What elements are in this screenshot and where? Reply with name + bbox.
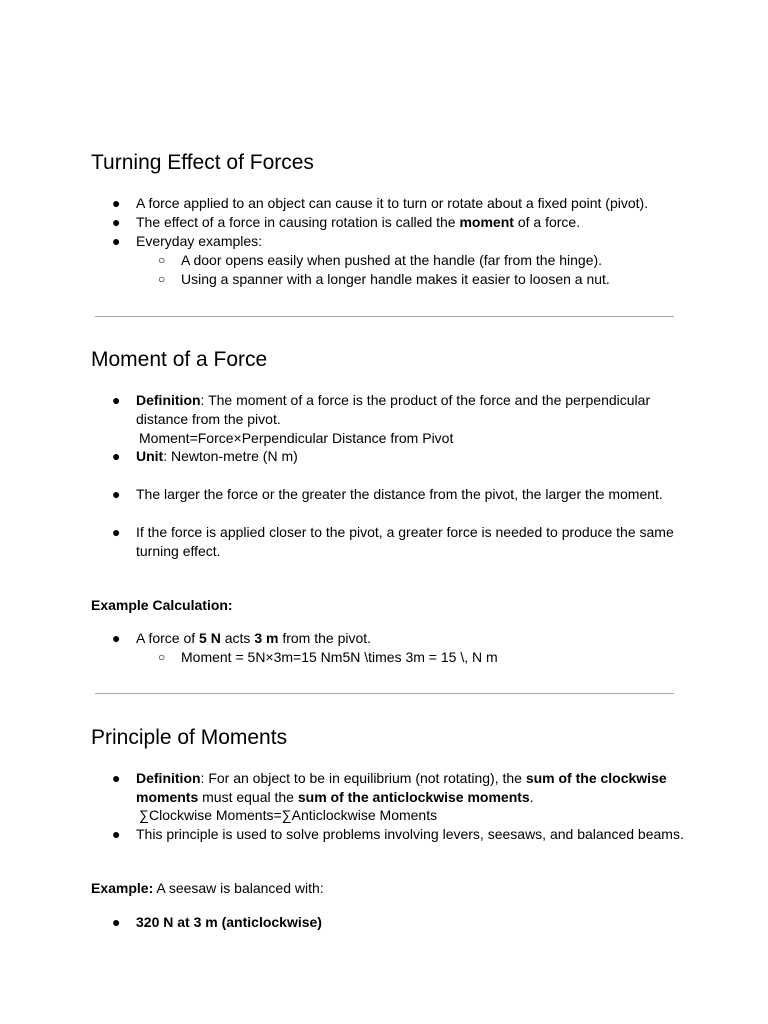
bullet-text-closer-pivot-2: turning effect. [136,543,221,559]
seesaw-example-intro: Example: A seesaw is balanced with: [91,880,324,896]
sub-bullet-marker: ○ [158,272,166,286]
bullet-marker: ● [112,214,121,230]
section-heading-turning-effect: Turning Effect of Forces [91,151,314,174]
section-heading-moment-of-force: Moment of a Force [91,348,268,371]
sub-bullet-marker: ○ [158,650,166,664]
sub-bullet-spanner-example: Using a spanner with a longer handle makes it easier to loosen a nut. [181,271,610,287]
bullet-marker: ● [112,448,121,464]
bullet-marker: ● [112,914,121,930]
principle-formula: ∑Clockwise Moments=∑Anticlockwise Moments [139,807,438,823]
definition-line-2: distance from the pivot. [136,411,281,427]
horizontal-divider [95,316,674,317]
unit-line: Unit: Newton-metre (N m) [136,448,298,464]
section-heading-principle-of-moments: Principle of Moments [91,726,288,749]
bullet-text-everyday-examples: Everyday examples: [136,233,263,249]
bullet-marker: ● [112,770,121,786]
bullet-marker: ● [112,392,121,408]
bullet-text-moment-definition: The effect of a force in causing rotation is called the moment of a force. [136,214,581,230]
bullet-marker: ● [112,630,121,646]
seesaw-example-item: 320 N at 3 m (anticlockwise) [136,914,322,930]
definition-line-1: Definition: The moment of a force is the product of the force and the perpendicular [136,392,651,408]
bullet-marker: ● [112,195,121,211]
bullet-marker: ● [112,524,121,540]
sub-bullet-door-example: A door opens easily when pushed at the handle (far from the hinge). [181,252,603,268]
bullet-marker: ● [112,486,121,502]
bullet-text-principle-use: This principle is used to solve problems involving levers, seesaws, and balanced beams. [136,826,684,842]
bullet-marker: ● [112,826,121,842]
example-moment-result: Moment = 5N×3m=15 Nm5N \times 3m = 15 \, N m [181,649,498,665]
principle-definition-line-2: moments must equal the sum of the anticlockwise moments. [136,789,534,805]
bullet-text-larger-moment: The larger the force or the greater the distance from the pivot, the larger the moment. [136,486,663,502]
sub-bullet-marker: ○ [158,253,166,267]
moment-formula: Moment=Force×Perpendicular Distance from Pivot [139,430,454,446]
horizontal-divider [95,693,674,694]
principle-definition-line-1: Definition: For an object to be in equilibrium (not rotating), the sum of the clockwise [136,770,667,786]
bullet-marker: ● [112,233,121,249]
bullet-text-force-rotate: A force applied to an object can cause it to turn or rotate about a fixed point (pivot). [136,195,649,211]
bullet-text-closer-pivot-1: If the force is applied closer to the pivot, a greater force is needed to produce the same [136,524,674,540]
example-force-line: A force of 5 N acts 3 m from the pivot. [136,630,372,646]
example-calculation-heading: Example Calculation: [91,597,233,613]
